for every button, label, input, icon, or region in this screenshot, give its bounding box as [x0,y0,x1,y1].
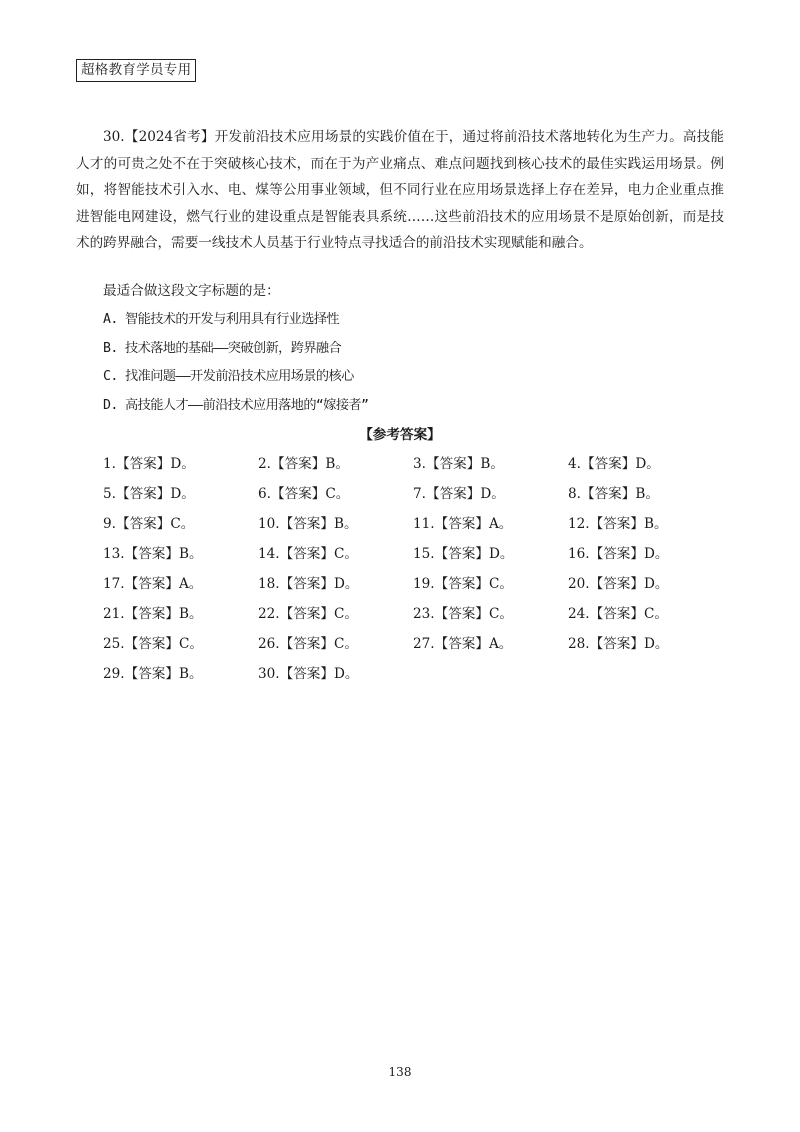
answer-item: 2.【答案】B。 [258,456,349,472]
option-b: B. 技术落地的基础——突破创新，跨界融合 [103,340,342,356]
answer-item: 5.【答案】D。 [103,486,195,502]
answer-item: 26.【答案】C。 [258,636,358,652]
answer-item: 30.【答案】D。 [258,666,359,682]
option-d: D. 高技能人才——前沿技术应用落地的“嫁接者” [103,397,369,413]
answer-item: 21.【答案】B。 [103,606,203,622]
answer-item: 25.【答案】C。 [103,636,203,652]
answer-item: 15.【答案】D。 [413,546,514,562]
answer-item: 23.【答案】C。 [413,606,513,622]
page-number: 138 [388,1065,412,1079]
answer-item: 3.【答案】B。 [413,456,504,472]
answer-item: 19.【答案】C。 [413,576,513,592]
question-text: 30.【2024省考】开发前沿技术应用场景的实践价值在于，通过将前沿技术落地转化为生产力。高技能人才的可贵之处不在于突破核心技术，而在于为产业痛点、难点问题找到核心技术的最佳实践运用场景。例如，将智能技术引入水、电、煤等公用事业领域，但不同行业在应用场景选择上存在差异，电力企业重点推进智能电网建设，燃气行业的建设重点是智能表具系统……这些前沿技术的应用场景不是原始创新，而是技术的跨界融合，需要一线技术人员基于行业特点寻找适合的前沿技术实现赋能和融合。 [76,129,724,251]
answer-item: 14.【答案】C。 [258,546,358,562]
answer-item: 7.【答案】D。 [413,486,505,502]
answer-item: 1.【答案】D。 [103,456,195,472]
answer-item: 22.【答案】C。 [258,606,358,622]
answer-section-title: 【参考答案】 [359,427,441,443]
option-a: A. 智能技术的开发与利用具有行业选择性 [103,312,340,327]
answer-item: 17.【答案】A。 [103,576,203,592]
header-label: 超格教育学员专用 [76,59,196,82]
answer-item: 11.【答案】A。 [413,516,513,532]
question-prompt: 最适合做这段文字标题的是： [103,283,280,299]
answer-item: 9.【答案】C。 [103,516,195,532]
answer-item: 6.【答案】C。 [258,486,350,502]
option-list [103,310,368,424]
answer-item: 29.【答案】B。 [103,666,203,682]
answer-item: 13.【答案】B。 [103,546,203,562]
answer-item: 8.【答案】B。 [568,486,659,502]
answer-item: 18.【答案】D。 [258,576,359,592]
answer-item: 20.【答案】D。 [568,576,669,592]
answer-grid [103,454,743,694]
answer-item: 24.【答案】C。 [568,606,668,622]
answer-item: 4.【答案】D。 [568,456,660,472]
answer-item: 10.【答案】B。 [258,516,358,532]
answer-item: 12.【答案】B。 [568,516,668,532]
answer-item: 16.【答案】D。 [568,546,669,562]
answer-item: 28.【答案】D。 [568,636,669,652]
answer-item: 27.【答案】A。 [413,636,513,652]
option-c: C. 找准问题——开发前沿技术应用场景的核心 [103,369,354,384]
